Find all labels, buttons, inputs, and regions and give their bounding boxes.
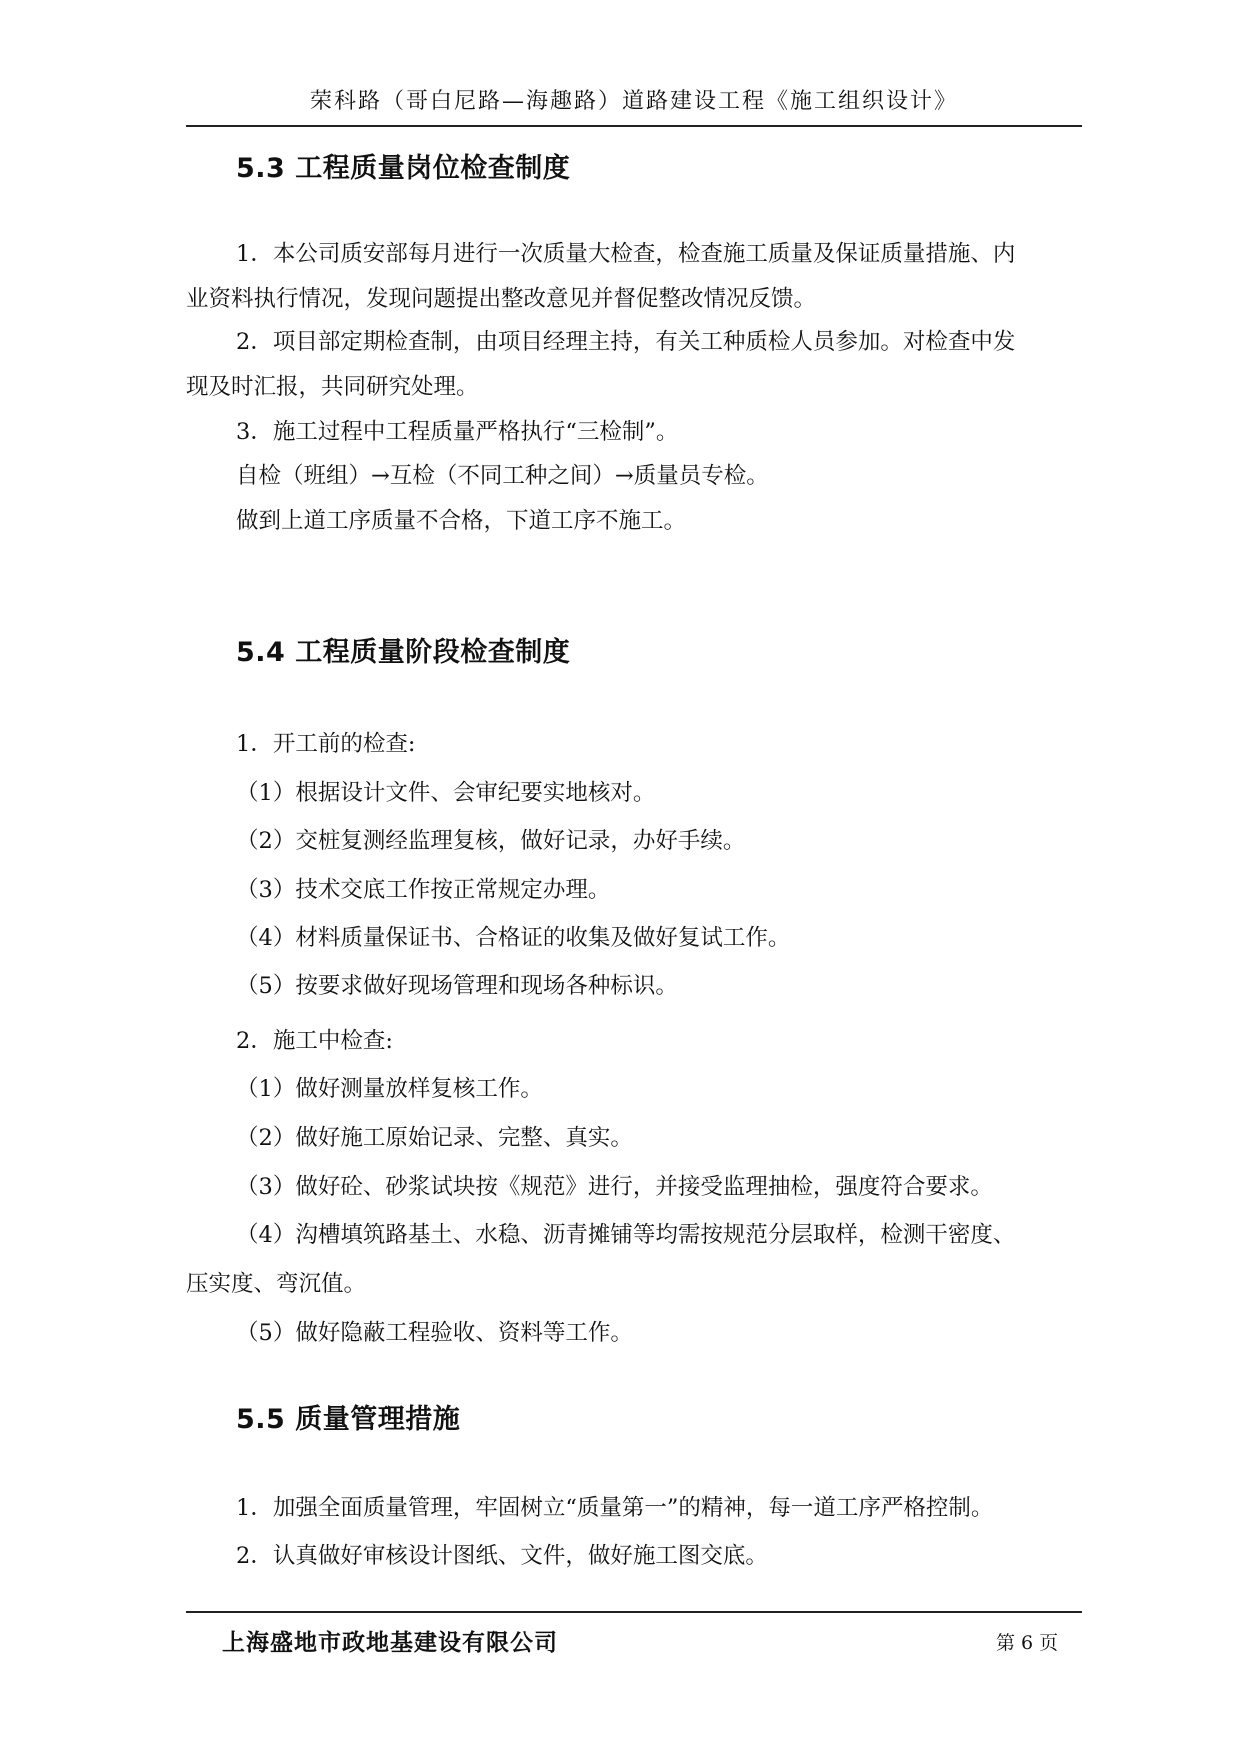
list-item: （3）做好砼、砂浆试块按《规范》进行，并接受监理抽检，强度符合要求。 (236, 1174, 993, 1200)
list-item: （2）交桩复测经监理复核，做好记录，办好手续。 (236, 828, 746, 854)
section-heading-5-4: 5.4 工程质量阶段检查制度 (236, 637, 571, 668)
page-header-title: 荣科路（哥白尼路—海趣路）道路建设工程《施工组织设计》 (309, 89, 958, 114)
paragraph-line: 做到上道工序质量不合格，下道工序不施工。 (236, 508, 687, 534)
section-heading-5-3: 5.3 工程质量岗位检查制度 (236, 153, 571, 184)
paragraph-line: 自检（班组）→互检（不同工种之间）→质量员专检。 (236, 463, 769, 489)
paragraph-line: 1．加强全面质量管理，牢固树立“质量第一”的精神，每一道工序严格控制。 (236, 1495, 994, 1521)
list-item: （3）技术交底工作按正常规定办理。 (236, 877, 611, 903)
paragraph-line: 1．本公司质安部每月进行一次质量大检查，检查施工质量及保证质量措施、内 (236, 241, 1016, 267)
footer-page-number: 第 6 页 (996, 1632, 1059, 1654)
paragraph-line: 现及时汇报，共同研究处理。 (186, 374, 479, 400)
footer-company-name: 上海盛地市政地基建设有限公司 (222, 1630, 558, 1656)
list-item: （2）做好施工原始记录、完整、真实。 (236, 1125, 633, 1151)
footer-divider (186, 1611, 1082, 1613)
paragraph-line: 1．开工前的检查: (236, 731, 416, 757)
list-item: （5）按要求做好现场管理和现场各种标识。 (236, 973, 678, 999)
list-item: （5）做好隐蔽工程验收、资料等工作。 (236, 1320, 633, 1346)
paragraph-line: 业资料执行情况，发现问题提出整改意见并督促整改情况反馈。 (186, 286, 817, 312)
list-item: （1）根据设计文件、会审纪要实地核对。 (236, 780, 656, 806)
list-item-continuation: 压实度、弯沉值。 (186, 1271, 367, 1297)
list-item: （4）沟槽填筑路基土、水稳、沥青摊铺等均需按规范分层取样，检测干密度、 (236, 1222, 1016, 1248)
list-item: （4）材料质量保证书、合格证的收集及做好复试工作。 (236, 925, 791, 951)
paragraph-line: 2．施工中检查: (236, 1028, 393, 1054)
section-heading-5-5: 5.5 质量管理措施 (236, 1404, 461, 1435)
paragraph-line: 2．认真做好审核设计图纸、文件，做好施工图交底。 (236, 1543, 768, 1569)
list-item: （1）做好测量放样复核工作。 (236, 1076, 543, 1102)
paragraph-line: 2．项目部定期检查制，由项目经理主持，有关工种质检人员参加。对检查中发 (236, 329, 1016, 355)
paragraph-line: 3．施工过程中工程质量严格执行“三检制”。 (236, 419, 679, 445)
header-divider (186, 125, 1082, 127)
